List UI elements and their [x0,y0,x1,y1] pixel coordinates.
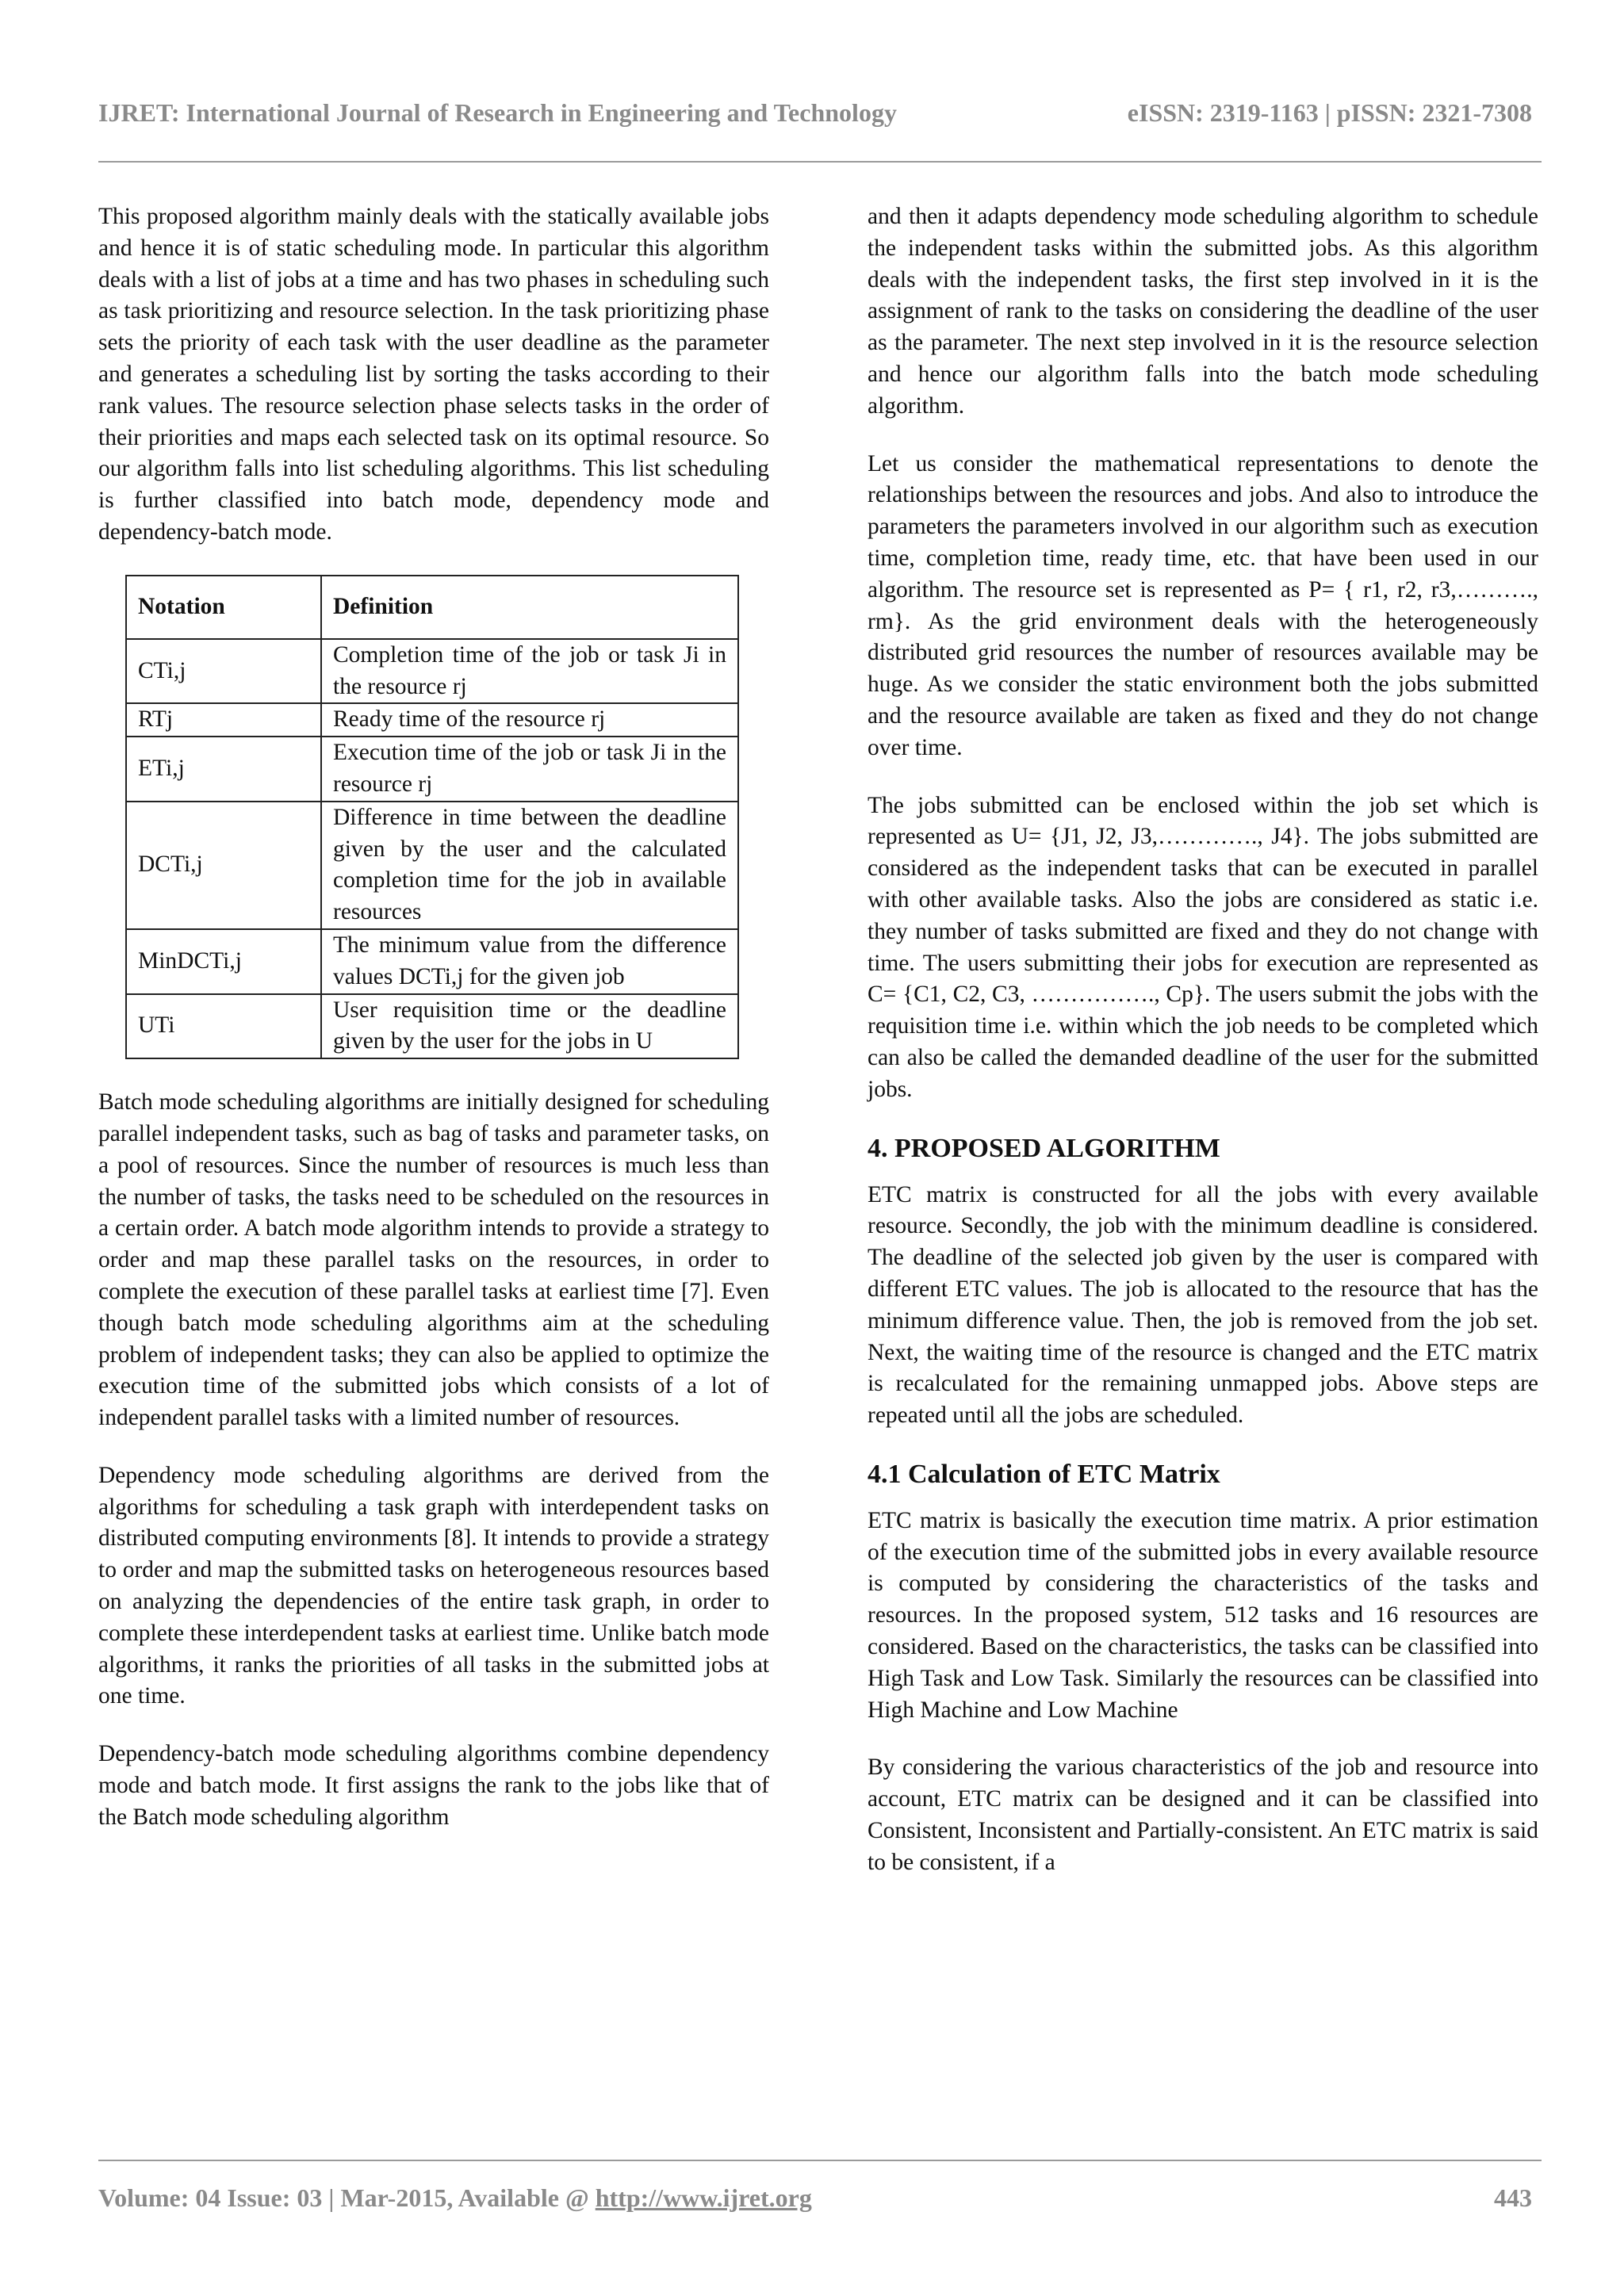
paragraph: Let us consider the mathematical representations to denote the relationships between the resources and jobs. And also to introduce the parameters the parameters involved in our algorithm such as execution time, completion time, ready time, etc. that have been used in our algorithm. The resource set is represented as P= { r1, r2, r3,………., rm}. As the grid environment deals with the heterogeneously distributed grid resources the number of resources available may be huge. As we consider the static environment both the jobs submitted and the resource available are taken as fixed and they do not change over time. [868,450,1538,760]
journal-link[interactable]: http://www.ijret.org [595,2183,812,2212]
notation-cell: ETi,j [126,737,321,802]
definition-cell: Ready time of the resource rj [321,703,738,737]
table-row [126,802,738,929]
paragraph: ETC matrix is basically the execution time matrix. A prior estimation of the execution time of the submitted jobs in every available resource is computed by considering the characteristics of the tasks and resources. In the proposed system, 512 tasks and 16 resources are considered. Based on the characteristics, the tasks can be classified into High Task and Low Task. Similarly the resources can be classified into High Machine and Low Machine [868,1507,1538,1723]
notation-table [125,575,739,1059]
paragraph: The jobs submitted can be enclosed within the job set which is represented as U= {J1, J2, J3,…………., J4}. The jobs submitted are considered as the independent tasks that can be executed in parallel with other available tasks. Also the jobs are considered as static i.e. they number of tasks submitted are fixed and they do not change with time. The users submitting their jobs for execution are represented as C= {C1, C2, C3, ……………., Cp}. The users submit the jobs with the requisition time i.e. within which the job needs to be completed which can also be called the demanded deadline of the user for the submitted jobs. [868,792,1538,1102]
paragraph: This proposed algorithm mainly deals with the statically available jobs and hence it is of static scheduling mode. In particular this algorithm deals with a list of jobs at a time and has two phases in scheduling such as task prioritizing and resource selection. In the task prioritizing phase sets the priority of each task with the user deadline as the parameter and generates a scheduling list by sorting the tasks according to their rank values. The resource selection phase selects tasks in the order of their priorities and maps each selected task on its optimal resource. So our algorithm falls into list scheduling algorithms. This list scheduling is further classified into batch mode, dependency mode and dependency-batch mode. [98,204,769,545]
definition-cell: Execution time of the job or task Ji in the resource rj [321,737,738,802]
table-row [126,703,738,737]
notation-cell: UTi [126,994,321,1059]
running-footer [98,2183,1532,2215]
footer-rule [98,2160,1542,2161]
table-header-row [126,576,738,639]
section-heading: 4. PROPOSED ALGORITHM [868,1133,1220,1163]
column-header: Notation [126,576,321,639]
journal-title: IJRET: International Journal of Research in Engineering and Technology [98,98,897,127]
table-row [126,929,738,994]
header-rule [98,161,1542,163]
paragraph: ETC matrix is constructed for all the jobs with every available resource. Secondly, the job with the minimum deadline is considered. The deadline of the selected job given by the user is compared with different ETC values. The job is allocated to the resource that has the minimum difference value. Then, the job is removed from the job set. Next, the waiting time of the resource is changed and the ETC matrix is recalculated for the remaining unmapped jobs. Above steps are repeated until all the jobs are scheduled. [868,1181,1538,1429]
notation-cell: RTj [126,703,321,737]
paragraph: Dependency mode scheduling algorithms are derived from the algorithms for scheduling a task graph with interdependent tasks on distributed computing environments [8]. It intends to provide a strategy to order and map the submitted tasks on heterogeneous resources based on analyzing the dependencies of the entire task graph, in order to complete these interdependent tasks at earliest time. Unlike batch mode algorithms, it ranks the priorities of all tasks in the submitted jobs at one time. [98,1462,769,1709]
running-header [98,98,1532,130]
paragraph: Batch mode scheduling algorithms are initially designed for scheduling parallel independent tasks, such as bag of tasks and parameter tasks, on a pool of resources. Since the number of resources is much less than the number of tasks, the tasks need to be scheduled on the resources in a certain order. A batch mode algorithm intends to provide a strategy to order and map these parallel tasks on the resources, in order to complete the execution of these parallel tasks at earliest time [7]. Even though batch mode scheduling algorithms aim at the scheduling problem of independent tasks; they can also be applied to optimize the execution time of the submitted jobs which consists of a lot of independent parallel tasks with a limited number of resources. [98,1089,769,1431]
definition-cell: Difference in time between the deadline given by the user and the calculated completion time for the job in available resources [321,802,738,929]
table-row [126,639,738,704]
table-row [126,994,738,1059]
footer-volume [98,2183,812,2213]
definition-cell: The minimum value from the difference values DCTi,j for the given job [321,929,738,994]
paragraph: Dependency-batch mode scheduling algorithms combine dependency mode and batch mode. It first assigns the rank to the jobs like that of the Batch mode scheduling algorithm [98,1741,769,1830]
notation-cell: CTi,j [126,639,321,704]
left-column [98,201,769,1860]
column-header: Definition [321,576,738,639]
paragraph: By considering the various characteristics of the job and resource into account, ETC matrix can be designed and it can be classified into Consistent, Inconsistent and Partially-consistent. An ETC matrix is said to be consistent, if a [868,1755,1538,1875]
paragraph: and then it adapts dependency mode scheduling algorithm to schedule the independent tasks within the submitted jobs. As this algorithm deals with the independent tasks, the first step involved in it is the assignment of rank to the tasks on considering the deadline of the user as the parameter. The next step involved in it is the resource selection and hence our algorithm falls into the batch mode scheduling algorithm. [868,204,1538,419]
subsection-heading: 4.1 Calculation of ETC Matrix [868,1459,1220,1489]
page-number: 443 [1494,2183,1532,2212]
definition-cell: Completion time of the job or task Ji in the resource rj [321,639,738,704]
right-column [868,201,1538,1905]
table-row [126,737,738,802]
notation-cell: DCTi,j [126,802,321,929]
issn: eISSN: 2319-1163 | pISSN: 2321-7308 [1127,98,1532,127]
definition-cell: User requisition time or the deadline given by the user for the jobs in U [321,994,738,1059]
volume-text: Volume: 04 Issue: 03 | Mar-2015, Available @ [98,2183,596,2212]
notation-cell: MinDCTi,j [126,929,321,994]
